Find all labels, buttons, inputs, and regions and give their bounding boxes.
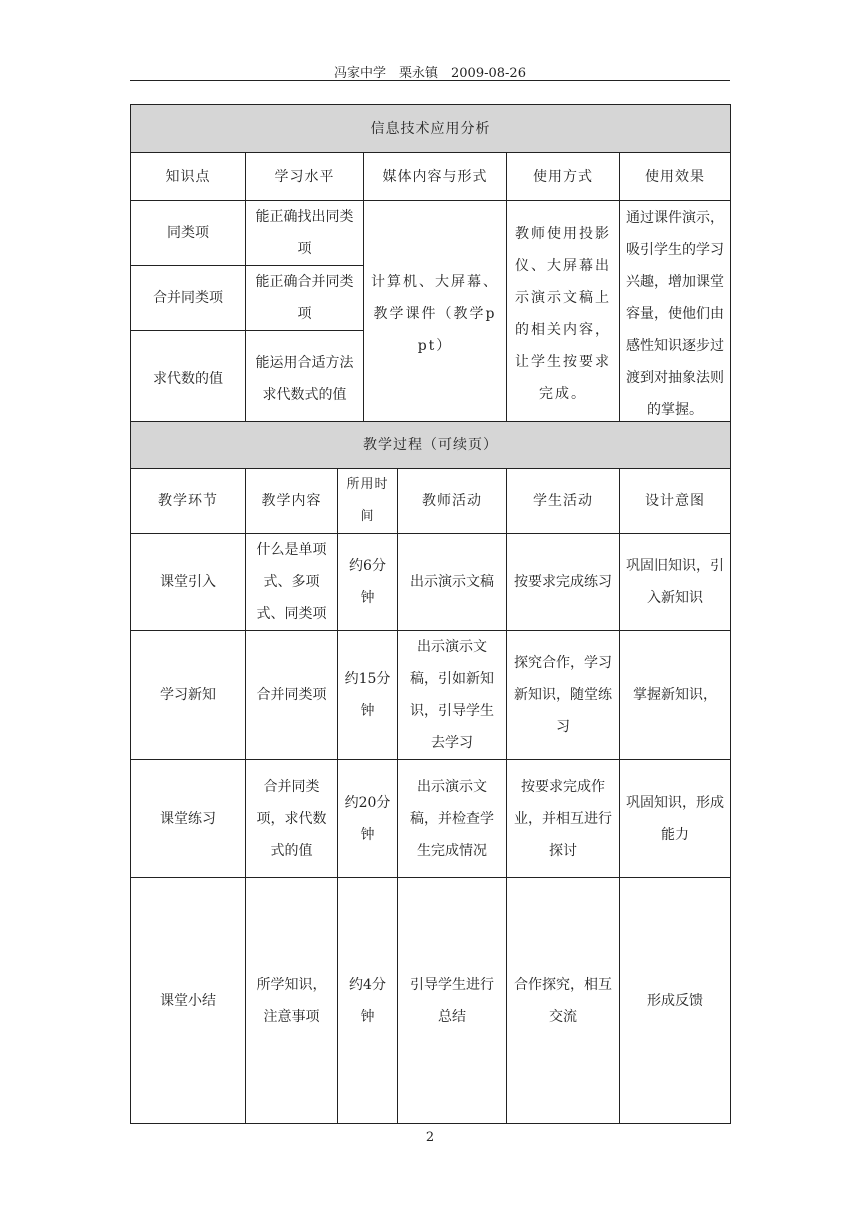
content: 什么是单项式、多项式、同类项 [246, 534, 338, 631]
col-header: 所用时间 [338, 469, 398, 534]
learning-level: 能正确找出同类项 [246, 201, 364, 266]
media-content: 计算机、大屏幕、教学课件（教学ppt） [364, 201, 507, 427]
stage: 课堂小结 [131, 878, 246, 1124]
stage: 课堂练习 [131, 760, 246, 878]
teacher-activity: 出示演示文稿，并检查学生完成情况 [398, 760, 507, 878]
col-header: 教师活动 [398, 469, 507, 534]
knowledge-point: 同类项 [131, 201, 246, 266]
knowledge-point: 合并同类项 [131, 266, 246, 331]
usage-effect: 通过课件演示，吸引学生的学习兴趣，增加课堂容量，使他们由感性知识逐步过渡到对抽象法则的掌握。 [620, 201, 731, 427]
teacher-activity: 出示演示文稿 [398, 534, 507, 631]
content: 合并同类项 [246, 631, 338, 760]
col-header: 知识点 [131, 153, 246, 201]
analysis-title: 信息技术应用分析 [131, 105, 731, 153]
student-activity: 按要求完成作业，并相互进行探讨 [507, 760, 620, 878]
design-intent: 巩固知识，形成能力 [620, 760, 731, 878]
time: 约20分钟 [338, 760, 398, 878]
col-header: 使用效果 [620, 153, 731, 201]
design-intent: 巩固旧知识，引入新知识 [620, 534, 731, 631]
col-header: 学生活动 [507, 469, 620, 534]
col-header: 教学环节 [131, 469, 246, 534]
learning-level: 能运用合适方法求代数式的值 [246, 331, 364, 427]
content: 所学知识，注意事项 [246, 878, 338, 1124]
time: 约4分钟 [338, 878, 398, 1124]
page-number: 2 [425, 1130, 435, 1145]
analysis-table [130, 104, 731, 427]
knowledge-point: 求代数的值 [131, 331, 246, 427]
usage-method: 教师使用投影仪、大屏幕出示演示文稿上的相关内容，让学生按要求完成。 [507, 201, 620, 427]
col-header: 媒体内容与形式 [364, 153, 507, 201]
col-header: 教学内容 [246, 469, 338, 534]
teacher-activity: 出示演示文稿，引如新知识，引导学生去学习 [398, 631, 507, 760]
learning-level: 能正确合并同类项 [246, 266, 364, 331]
stage: 学习新知 [131, 631, 246, 760]
content: 合并同类项，求代数式的值 [246, 760, 338, 878]
col-header: 设计意图 [620, 469, 731, 534]
design-intent: 形成反馈 [620, 878, 731, 1124]
col-header: 使用方式 [507, 153, 620, 201]
stage: 课堂引入 [131, 534, 246, 631]
col-header: 学习水平 [246, 153, 364, 201]
student-activity: 按要求完成练习 [507, 534, 620, 631]
student-activity: 合作探究，相互交流 [507, 878, 620, 1124]
teacher-activity: 引导学生进行总结 [398, 878, 507, 1124]
time: 约15分钟 [338, 631, 398, 760]
time: 约6分钟 [338, 534, 398, 631]
student-activity: 探究合作，学习新知识，随堂练习 [507, 631, 620, 760]
design-intent: 掌握新知识， [620, 631, 731, 760]
process-table [130, 421, 731, 1124]
page-header: 冯家中学 栗永镇 2009-08-26 [334, 66, 526, 81]
header-rule [130, 80, 730, 81]
process-title: 教学过程（可续页） [131, 422, 731, 469]
